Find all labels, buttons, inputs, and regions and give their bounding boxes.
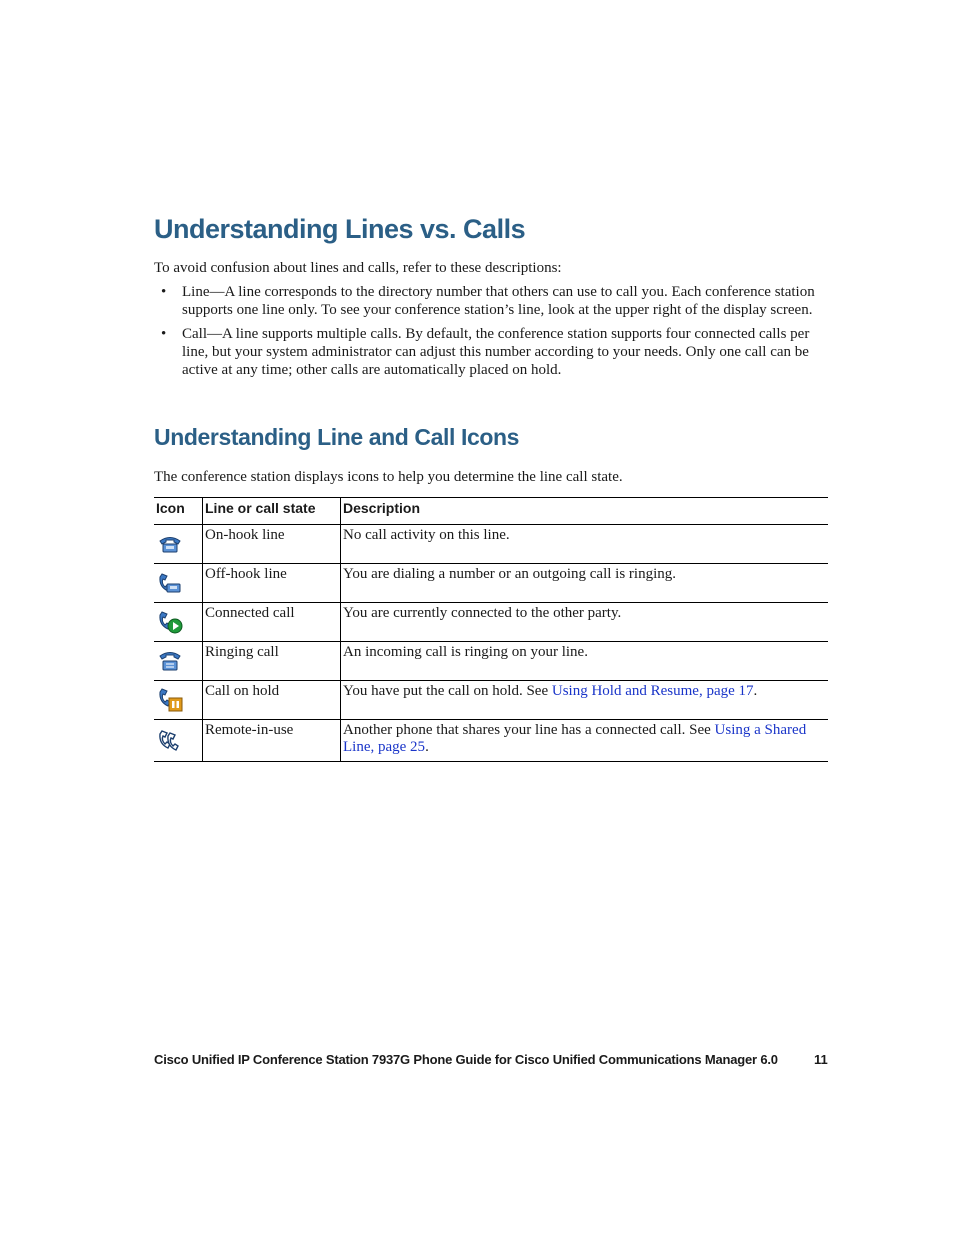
table-row: [154, 603, 828, 642]
page-number: 11: [814, 1052, 828, 1067]
call-hold-icon: [158, 687, 200, 713]
state-cell: Connected call: [203, 603, 341, 642]
description-cell: Another phone that shares your line has a connected call. See Using a Shared Line, page 25.: [341, 720, 829, 762]
table-row: [154, 642, 828, 681]
state-cell: Off-hook line: [203, 564, 341, 603]
connected-call-icon: [158, 610, 200, 634]
shared-line-link[interactable]: Using a Shared Line, page 25: [343, 722, 807, 755]
footer-title: Cisco Unified IP Conference Station 7937G Phone Guide for Cisco Unified Communications Manager 6.0: [154, 1052, 778, 1067]
column-header-icon: Icon: [154, 498, 203, 525]
state-cell: Remote-in-use: [203, 720, 341, 762]
section-intro-text: The conference station displays icons to help you determine the line call state.: [154, 469, 623, 485]
list-item: • Line—A line corresponds to the directory number that others can use to call you. Each conference station supports one line only. To see your conference station’s line, look at the upper right of the display screen.: [161, 284, 815, 318]
state-cell: Call on hold: [203, 681, 341, 720]
description-cell: No call activity on this line.: [341, 525, 829, 564]
intro-text: To avoid confusion about lines and calls, refer to these descriptions:: [154, 260, 562, 276]
description-cell: You are currently connected to the other party.: [341, 603, 829, 642]
on-hook-phone-icon: [158, 534, 200, 554]
off-hook-phone-icon: [158, 572, 200, 594]
description-cell: You are dialing a number or an outgoing call is ringing.: [341, 564, 829, 603]
description-cell: You have put the call on hold. See Using Hold and Resume, page 17.: [341, 681, 829, 720]
remote-in-use-icon: [158, 729, 200, 753]
page-title: Understanding Lines vs. Calls: [154, 214, 526, 244]
bullet-icon: •: [161, 326, 167, 342]
bullet-icon: •: [161, 284, 167, 300]
section-title: Understanding Line and Call Icons: [154, 424, 520, 450]
column-header-description: Description: [341, 498, 829, 525]
table-row: [154, 720, 828, 762]
table-row: [154, 681, 828, 720]
description-cell: An incoming call is ringing on your line.: [341, 642, 829, 681]
column-header-state: Line or call state: [203, 498, 341, 525]
bullet-list: [154, 283, 834, 385]
list-item: • Call—A line supports multiple calls. By default, the conference station supports four connected calls per line, but your system administrator can adjust this number according to your needs. Only one call can be active at any time; other calls are automatically placed on hold.: [161, 326, 810, 378]
state-cell: On-hook line: [203, 525, 341, 564]
icon-table: [154, 497, 828, 762]
table-row: [154, 564, 828, 603]
state-cell: Ringing call: [203, 642, 341, 681]
table-row: [154, 525, 828, 564]
ringing-phone-icon: [158, 650, 200, 672]
hold-resume-link[interactable]: Using Hold and Resume, page 17: [551, 683, 754, 699]
table-header-row: [154, 498, 828, 525]
